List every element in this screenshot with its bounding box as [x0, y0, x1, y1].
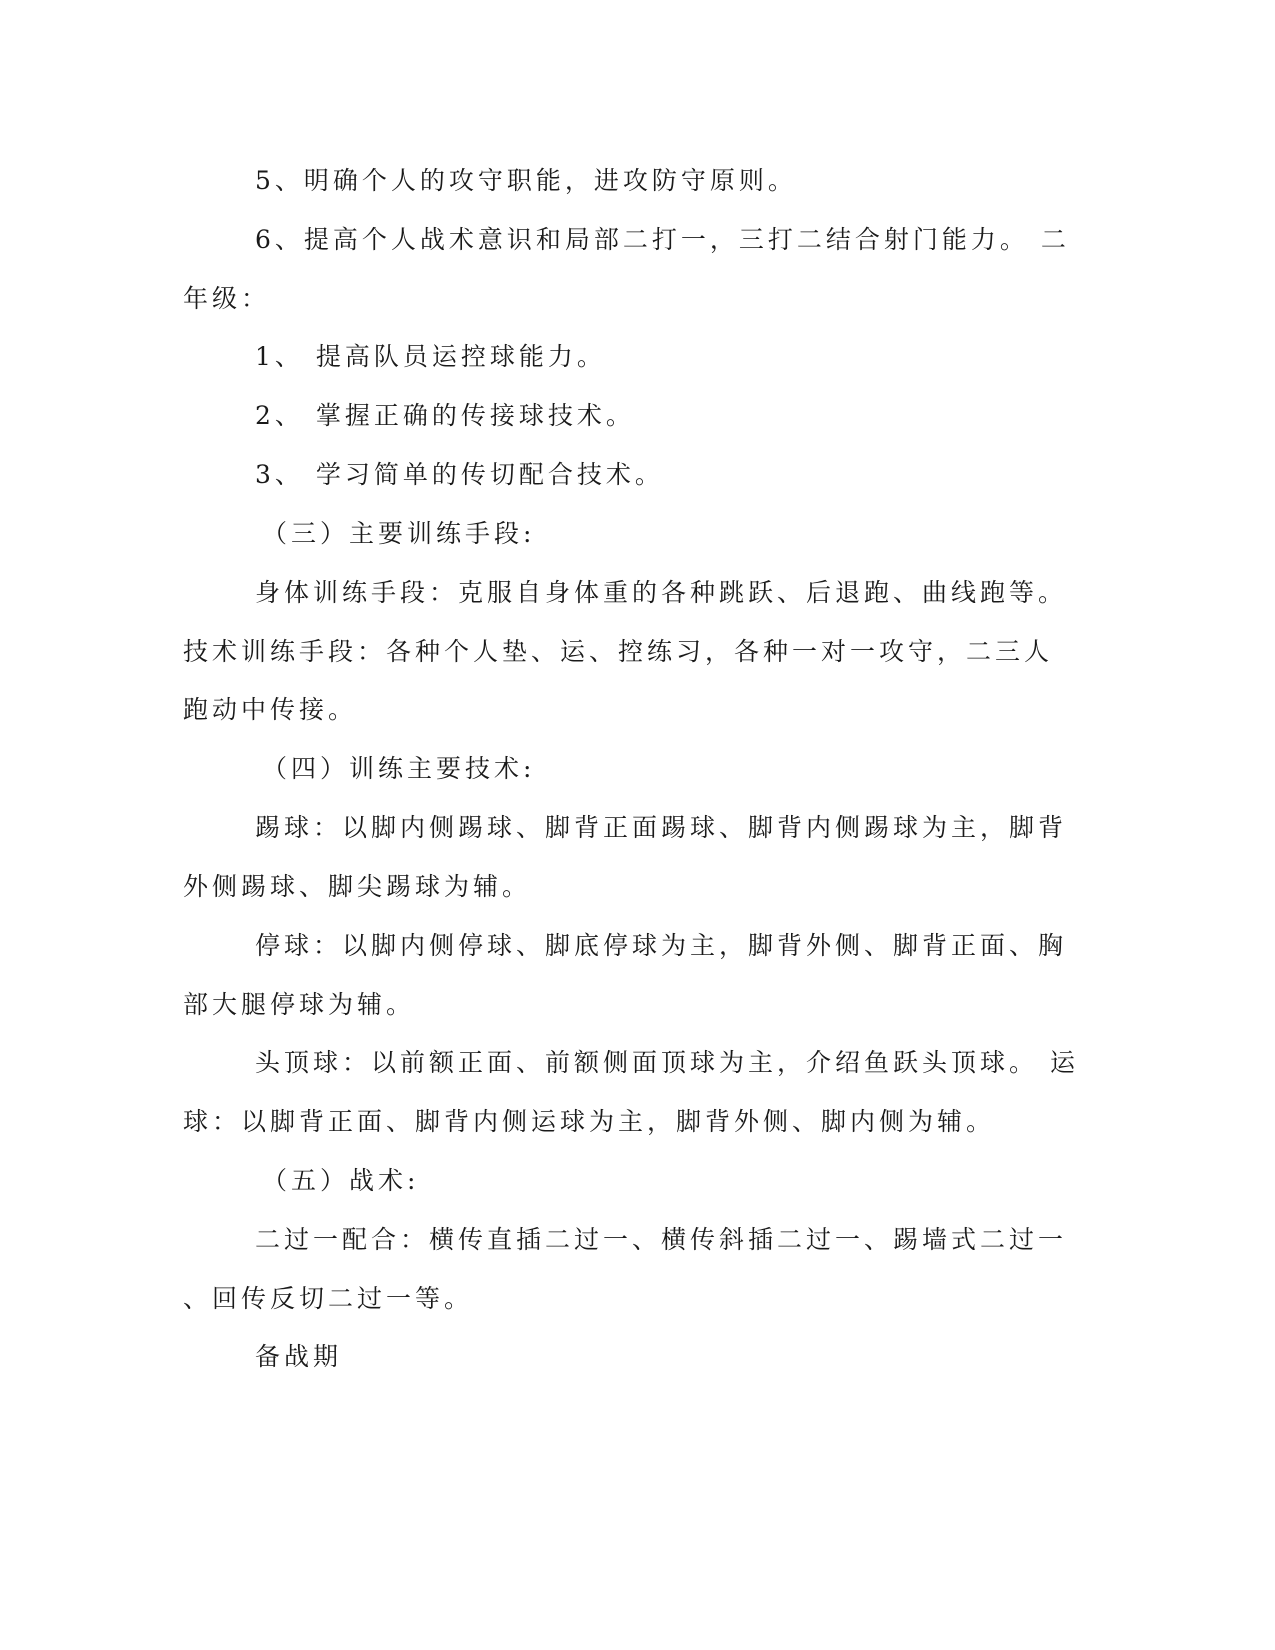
- paragraph-line: 停球：以脚内侧停球、脚底停球为主，脚背外侧、脚背正面、胸: [255, 931, 1068, 960]
- paragraph-line: 身体训练手段：克服自身体重的各种跳跃、后退跑、曲线跑等。: [255, 578, 1068, 607]
- paragraph-line: 、回传反切二过一等。: [183, 1284, 474, 1313]
- section-heading-4: （四）训练主要技术:: [262, 754, 536, 783]
- paragraph-line: 球：以脚背正面、脚背内侧运球为主，脚背外侧、脚内侧为辅。: [183, 1107, 996, 1136]
- paragraph-line: 部大腿停球为辅。: [183, 990, 416, 1019]
- paragraph-line: 技术训练手段：各种个人垫、运、控练习，各种一对一攻守，二三人: [183, 637, 1054, 666]
- grade-heading: 年级：: [183, 284, 271, 313]
- list-item-6: 6、提高个人战术意识和局部二打一，三打二结合射门能力。 二: [255, 225, 1070, 254]
- section-heading-5: （五）战术:: [262, 1166, 420, 1195]
- paragraph-line: 外侧踢球、脚尖踢球为辅。: [183, 872, 532, 901]
- paragraph-line: 踢球：以脚内侧踢球、脚背正面踢球、脚背内侧踢球为主，脚背: [255, 813, 1068, 842]
- paragraph-line: 头顶球：以前额正面、前额侧面顶球为主，介绍鱼跃头顶球。 运: [255, 1048, 1079, 1077]
- paragraph-line: 跑动中传接。: [183, 695, 358, 724]
- section-heading-3: （三）主要训练手段:: [262, 519, 536, 548]
- list-item-2: 2、 掌握正确的传接球技术。: [255, 401, 635, 430]
- paragraph-line: 二过一配合：横传直插二过一、横传斜插二过一、踢墙式二过一: [255, 1225, 1068, 1254]
- section-heading-prep-period: 备战期: [255, 1342, 343, 1371]
- list-item-5: 5、明确个人的攻守职能，进攻防守原则。: [255, 166, 797, 195]
- list-item-1: 1、 提高队员运控球能力。: [255, 342, 606, 371]
- list-item-3: 3、 学习简单的传切配合技术。: [255, 460, 664, 489]
